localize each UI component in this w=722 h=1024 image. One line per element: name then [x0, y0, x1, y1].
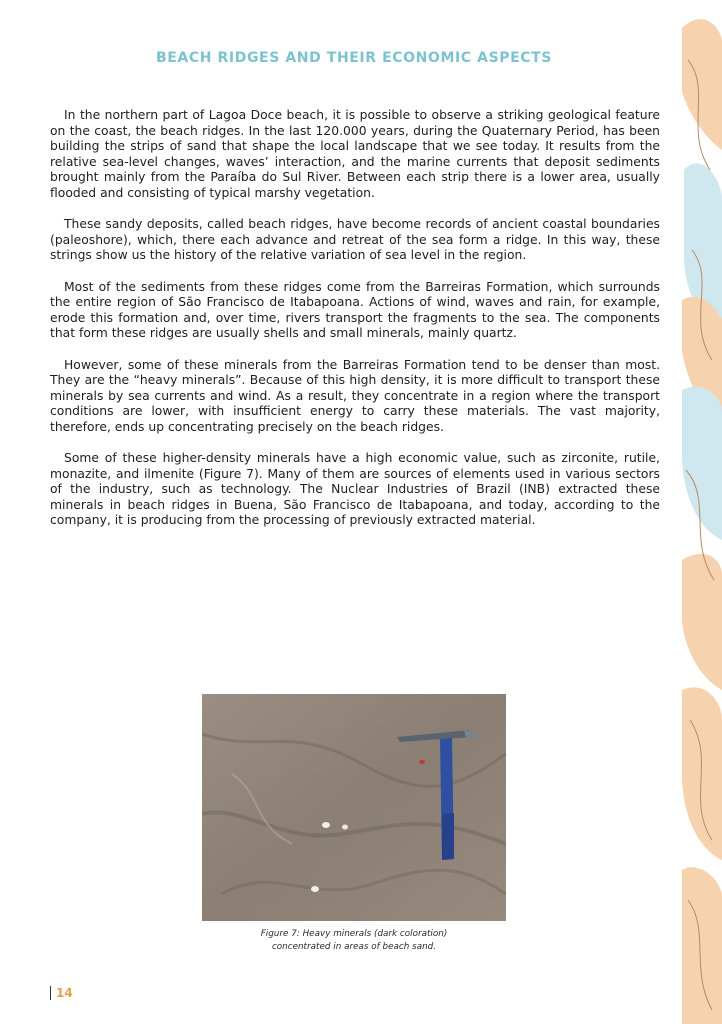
paragraph: However, some of these minerals from the Barreiras Formation tend to be denser than most. They are the “heavy minerals”. Because of this high density, it is more difficult to transport these minerals by sea currents and wind. As a result, they concentrate in a region where the transport conditions are lower, with insufficient energy to carry these materials. The vast majority, therefore, ends up concentrating precisely on the beach ridges. [50, 357, 660, 434]
page-title: BEACH RIDGES AND THEIR ECONOMIC ASPECTS [156, 50, 552, 66]
paragraph: These sandy deposits, called beach ridges, have become records of ancient coastal boundaries (paleoshore), which, there each advance and retreat of the sea form a ridge. In this way, these strings show us the history of the relative variation of sea level in the region. [50, 217, 660, 263]
side-decoration [682, 0, 722, 1024]
paragraph: Most of the sediments from these ridges come from the Barreiras Formation, which surrounds the entire region of São Francisco de Itabapoana. Actions of wind, waves and rain, for example, erode this formation and, over time, rivers transport the fragments to the sea. The components that form these ridges are usually shells and small minerals, mainly quartz. [50, 279, 660, 341]
paragraph: Some of these higher-density minerals have a high economic value, such as zirconite, rutile, monazite, and ilmenite (Figure 7). Many of them are sources of elements used in various sectors of the industry, such as technology. The Nuclear Industries of Brazil (INB) extracted these minerals in beach ridges in Buena, São Francisco de Itabapoana, and today, according to the company, it is producing from the processing of previously extracted material. [50, 451, 660, 528]
figure-photo-beach-sand-hammer [202, 694, 506, 921]
figure-caption [202, 928, 506, 954]
caption-line: concentrated in areas of beach sand. [271, 942, 437, 952]
page-number: 14 [50, 986, 73, 1000]
article-body [50, 108, 660, 545]
paragraph: In the northern part of Lagoa Doce beach, it is possible to observe a striking geological feature on the coast, the beach ridges. In the last 120.000 years, during the Quaternary Period, has been building the strips of sand that shape the local landscape that we see today. It results from the relative sea-level changes, waves’ interaction, and the marine currents that deposit sediments brought mainly from the Paraíba do Sul River. Between each strip there is a lower area, usually flooded and consisting of typical marshy vegetation. [50, 108, 660, 200]
caption-line: Figure 7: Heavy minerals (dark coloration) [260, 929, 448, 939]
